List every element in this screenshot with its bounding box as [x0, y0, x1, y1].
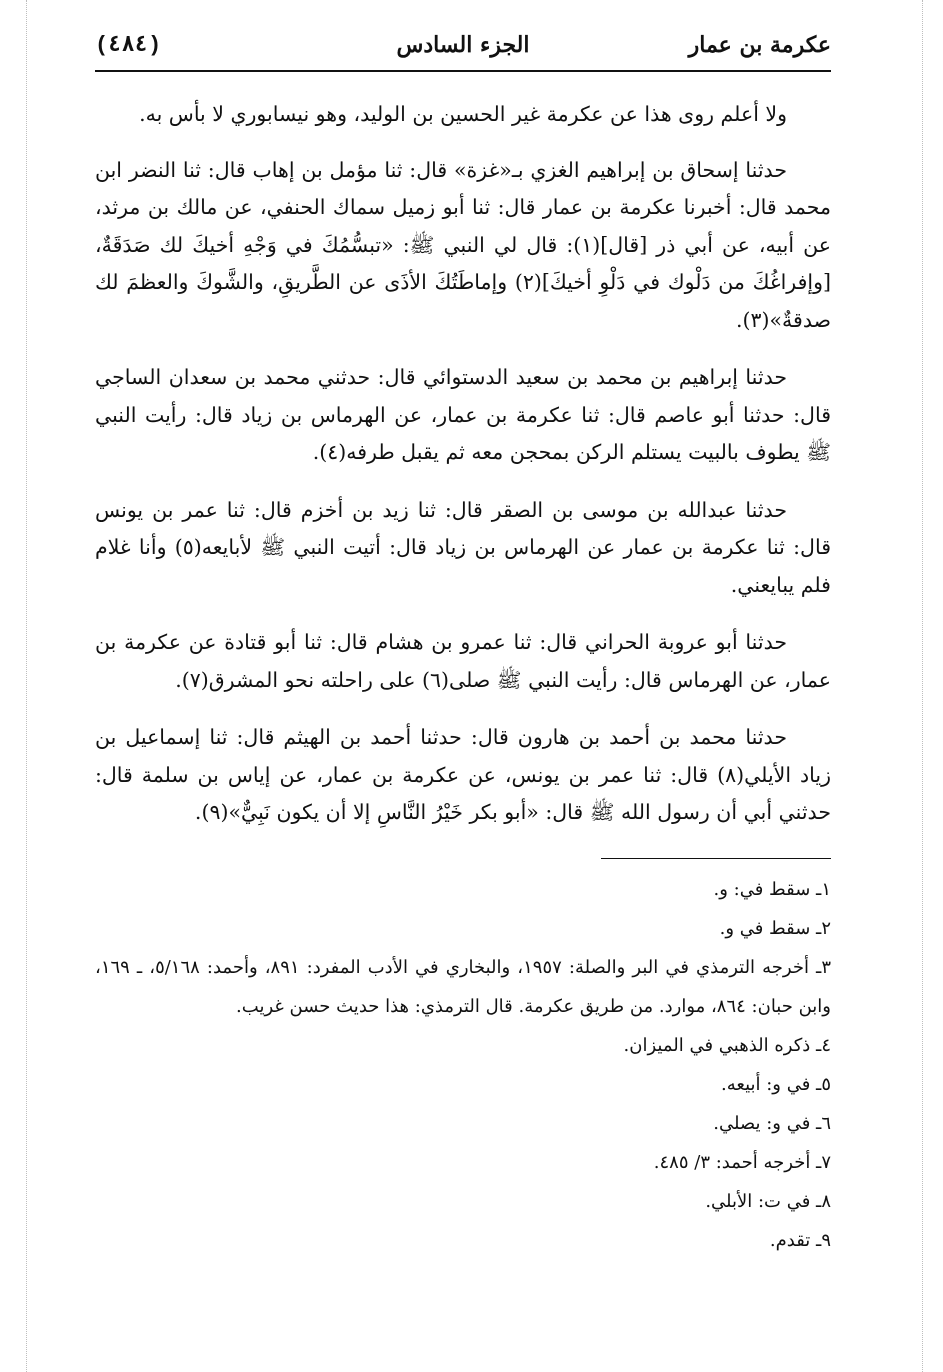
footnotes — [95, 870, 831, 1260]
paragraph: ولا أعلم روى هذا عن عكرمة غير الحسين بن الوليد، وهو نيسابوري لا بأس به. — [139, 102, 787, 126]
footnote: ٤ـ ذكره الذهبي في الميزان. — [623, 1035, 831, 1056]
footnote: ٩ـ تقدم. — [769, 1230, 831, 1251]
paragraph: حدثنا أبو عروبة الحراني قال: ثنا عمرو بن هشام قال: ثنا أبو قتادة عن عكرمة بن عمار، عن الهرماس قال: رأيت النبي ﷺ صلى(٦) على راحلته نحو المشرق(٧). — [95, 630, 831, 692]
paragraph: حدثنا محمد بن أحمد بن هارون قال: حدثنا أحمد بن الهيثم قال: ثنا إسماعيل بن زياد الأيلي(٨) قال: ثنا عمر بن يونس، عن عكرمة بن عمار، عن إياس بن سلمة قال: حدثني أبي أن رسول الله ﷺ قال: «أبو بكر خَيْرُ النَّاسِ إلا أن يكون نَبِيٌّ»(٩). — [95, 725, 831, 824]
footnote: ٦ـ في و: يصلي. — [713, 1113, 831, 1134]
footnote: ٢ـ سقط في و. — [719, 918, 831, 939]
footnote: ١ـ سقط في: و. — [713, 879, 831, 900]
running-header — [95, 28, 831, 74]
main-text — [95, 96, 831, 852]
scan-margin-dots-right — [922, 0, 923, 1372]
footnote: ٨ـ في ت: الأبلي. — [705, 1191, 831, 1212]
footnote: ٧ـ أخرجه أحمد: ٣/ ٤٨٥. — [653, 1152, 831, 1173]
scan-margin-dots-left — [26, 0, 27, 1372]
footnote-separator — [601, 858, 831, 859]
header-rule — [95, 70, 831, 72]
paragraph: حدثنا إبراهيم بن محمد بن سعيد الدستوائي قال: حدثني محمد بن سعدان الساجي قال: حدثنا أبو عاصم قال: ثنا عكرمة بن عمار، عن الهرماس بن زياد قال: رأيت النبي ﷺ يطوف بالبيت يستلم الركن بمحجن معه ثم يقبل طرفه(٤). — [95, 365, 831, 464]
footnote: ٥ـ في و: أبيعه. — [721, 1074, 831, 1095]
footnote: ٣ـ أخرجه الترمذي في البر والصلة: ١٩٥٧، والبخاري في الأدب المفرد: ٨٩١، وأحمد: ٥/١٦٨، ـ ١٦٩، وابن حبان: ٨٦٤، موارد. من طريق عكرمة. قال الترمذي: هذا حديث حسن غريب. — [95, 957, 832, 1017]
header-page-number: (٤٨٤) — [95, 33, 162, 58]
paragraph: حدثنا عبدالله بن موسى بن الصقر قال: ثنا زيد بن أخزم قال: ثنا عمر بن يونس قال: ثنا عكرمة بن عمار عن الهرماس بن زياد قال: أتيت النبي ﷺ لأبايعه(٥) وأنا غلام فلم يبايعني. — [95, 497, 831, 597]
paragraph: حدثنا إسحاق بن إبراهيم الغزي بـ«غزة» قال: ثنا مؤمل بن إهاب قال: ثنا النضر ابن محمد قال: أخبرنا عكرمة بن عمار قال: ثنا أبو زميل سماك الحنفي، عن مالك بن مرثد، عن أبيه، عن أبي ذر [قال](١): قال لي النبي ﷺ: «تبسُّمُكَ في وَجْهِ أخيكَ لك صَدَقَةٌ، [وإفراغُكَ من دَلْوك في دَلْوِ أخيكَ](٢) وإماطَتُكَ الأذَى عن الطَّريقِ، والشَّوكَ والعظمَ لك صدقةٌ»(٣). — [95, 157, 831, 332]
header-chapter-title: عكرمة بن عمار — [688, 32, 831, 58]
header-volume-title: الجزء السادس — [396, 32, 530, 58]
